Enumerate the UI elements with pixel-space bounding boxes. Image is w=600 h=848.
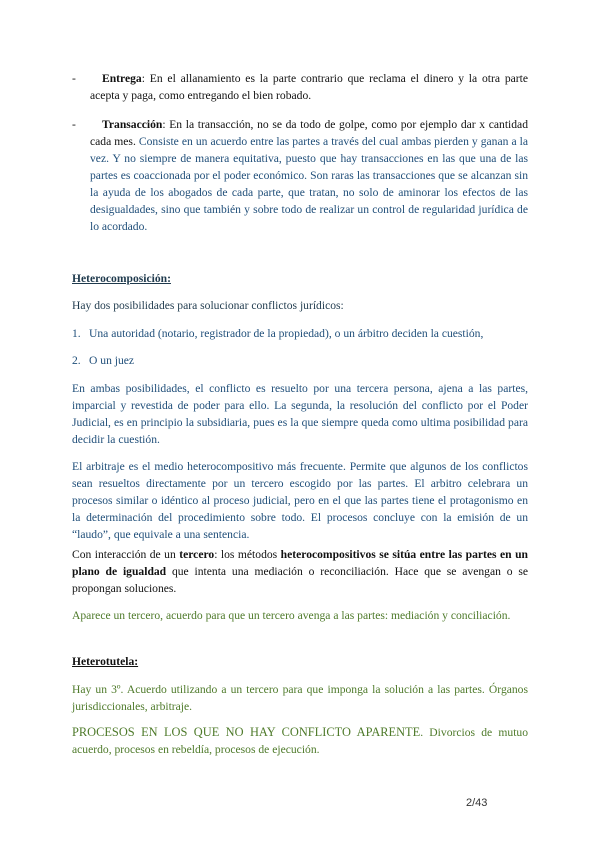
page-number: 2/43 — [466, 797, 488, 809]
numbered-item — [72, 352, 528, 369]
item-number: 2. — [72, 354, 81, 367]
bullet-term: Transacción — [102, 118, 163, 131]
paragraph-ambas: En ambas posibilidades, el conflicto es resuelto por una tercera persona, ajena a las partes, imparcial y revestida de poder para ello. La segunda, la resolución del conflicto por el Poder Judicial, es en principio la subsidiaria, pues es la que siempre queda como ultima posibilidad para decidir la cuestión. — [72, 382, 528, 446]
bullet-dash: - — [72, 72, 76, 85]
bullet-transaccion — [72, 116, 528, 235]
heading-heterocomposicion: Heterocomposición: — [72, 272, 171, 285]
text-run: . Divorcios de mutuo acuerdo, procesos en rebeldía, procesos de ejecución. — [72, 726, 529, 756]
text-bold: tercero — [179, 548, 215, 561]
text-bold: heterocompositivos se sitúa entre las partes en un plano de igualdad — [72, 548, 528, 578]
text-run: que intenta una mediación o reconciliación. Hace que se avengan o se propongan soluciones. — [72, 565, 528, 595]
item-text: O un juez — [89, 354, 135, 367]
numbered-item — [72, 325, 528, 342]
text-caps: PROCESOS EN LOS QUE NO HAY CONFLICTO APARENTE — [72, 725, 421, 739]
paragraph-arbitraje: El arbitraje es el medio heterocompositivo más frecuente. Permite que algunos de los conflictos sean resueltos directamente por un tercero escogido por las partes. El arbitro celebrara un procesos similar o idéntico al proceso judicial, pero en el que las partes tiene el protagonismo en la determinación del procedimiento sobre todo. El procesos concluye con la emisión de un “laudo”, que equivale a una sentencia. — [72, 460, 528, 541]
paragraph-procesos — [72, 724, 528, 758]
paragraph-tercero — [72, 546, 528, 597]
heading-heterotutela: Heterotutela: — [72, 655, 139, 668]
bullet-dash: - — [72, 118, 76, 131]
paragraph-hay-un-tercero: Hay un 3º. Acuerdo utilizando a un tercero para que imponga la solución a las partes. Órganos jurisdiccionales, arbitraje. — [72, 683, 528, 713]
bullet-text-blue: Consiste en un acuerdo entre las partes a través del cual ambas pierden y ganan a la vez. Y no siempre de manera equitativa, puesto que hay transacciones en las que una de las partes es coaccionada por el poder económico. Son raras las transacciones que se alcanzan sin la ayuda de los abogados de cada parte, que tratan, no solo de aminorar los efectos de las desigualdades, sino que también y sobre todo de realizar un control de regularidad jurídica de lo acordado. — [90, 135, 529, 233]
item-number: 1. — [72, 327, 81, 340]
bullet-text: : En la transacción, no se da todo de golpe, como por ejemplo dar x cantidad cada mes. — [90, 118, 528, 148]
text-run: : los métodos — [214, 548, 281, 561]
intro-paragraph: Hay dos posibilidades para solucionar conflictos jurídicos: — [72, 299, 344, 312]
paragraph-aparece: Aparece un tercero, acuerdo para que un tercero avenga a las partes: mediación y conciliación. — [72, 609, 511, 622]
bullet-entrega — [72, 70, 528, 104]
item-text: Una autoridad (notario, registrador de la propiedad), o un árbitro deciden la cuestión, — [89, 327, 484, 340]
bullet-term: Entrega — [102, 72, 142, 85]
bullet-text: : En el allanamiento es la parte contrario que reclama el dinero y la otra parte acepta y paga, como entregando el bien robado. — [90, 72, 528, 102]
text-run: Con interacción de un — [72, 548, 180, 561]
